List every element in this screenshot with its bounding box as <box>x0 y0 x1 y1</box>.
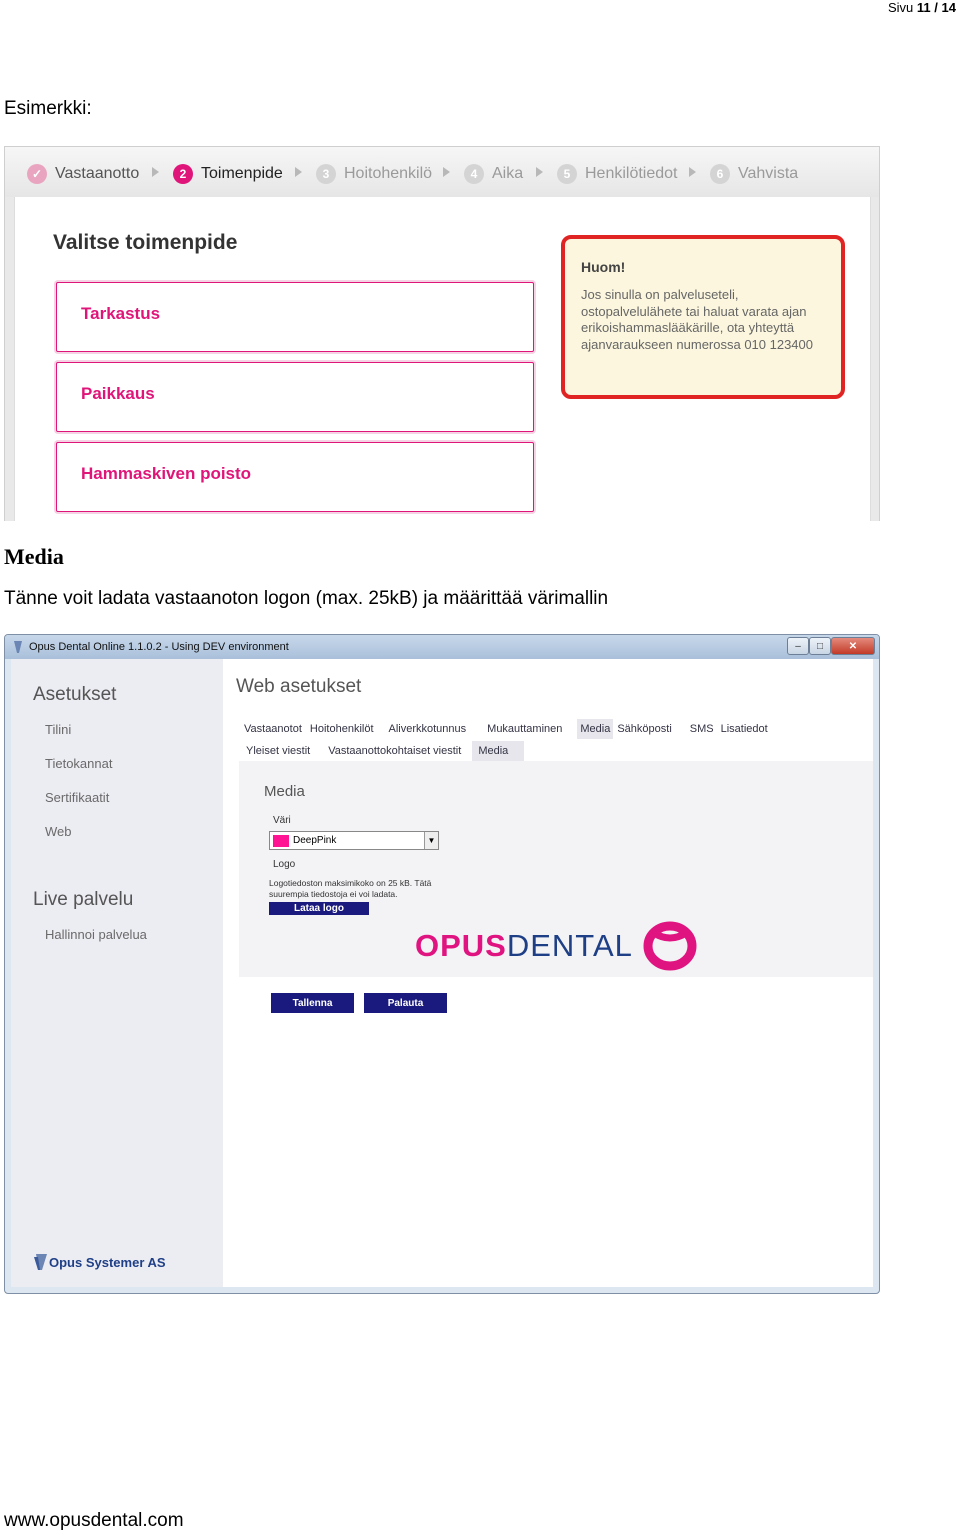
arrow-right-icon <box>152 167 159 177</box>
company-name: Opus Systemer AS <box>49 1254 166 1270</box>
step-label: Vastaanotto <box>55 165 140 182</box>
color-label: Väri <box>273 815 291 826</box>
arrow-right-icon <box>443 167 450 177</box>
save-button[interactable]: Tallenna <box>271 993 354 1013</box>
sidebar <box>11 659 223 1287</box>
tabs-secondary <box>241 741 524 761</box>
step-number: 2 <box>173 164 193 184</box>
option-label: Paikkaus <box>81 384 155 403</box>
tab-clinic-messages[interactable]: Vastaanottokohtaiset viestit <box>328 745 462 757</box>
company-logo <box>33 1253 166 1271</box>
sidebar-heading-live-service: Live palvelu <box>33 889 134 910</box>
sidebar-item-account[interactable]: Tilini <box>45 722 72 737</box>
sidebar-item-manage-service[interactable]: Hallinnoi palvelua <box>45 927 147 942</box>
step-reception[interactable] <box>27 161 139 187</box>
option-label: Hammaskiven poisto <box>81 464 252 483</box>
chevron-down-icon[interactable]: ▼ <box>424 832 438 849</box>
panel-title: Valitse toimenpide <box>53 231 238 254</box>
step-label: Toimenpide <box>201 165 283 182</box>
sidebar-heading-settings: Asetukset <box>33 684 117 705</box>
step-time[interactable] <box>464 161 523 187</box>
page-label: Sivu <box>887 0 914 15</box>
step-number: 4 <box>464 164 484 184</box>
notice-body: Jos sinulla on palveluseteli, ostopalvelulähete tai haluat varata ajan erikoishammaslääkärille, ota yhteyttä ajanvaraukseen numerossa 010 123400 <box>581 287 814 352</box>
media-description: Tänne voit ladata vastaanoton logon (max. 25kB) ja määrittää värimallin <box>4 588 609 609</box>
step-confirm[interactable] <box>710 161 798 187</box>
tab-email[interactable]: Sähköposti <box>617 723 672 735</box>
page-number <box>888 0 956 15</box>
company-logo-icon <box>33 1253 49 1271</box>
sidebar-item-web[interactable]: Web <box>45 824 72 839</box>
upload-logo-button[interactable]: Lataa logo <box>269 902 369 915</box>
tab-media[interactable]: Media <box>577 719 613 739</box>
step-procedure[interactable] <box>173 161 283 187</box>
arrow-right-icon <box>295 167 302 177</box>
sidebar-item-certificates[interactable]: Sertifikaatit <box>45 790 110 805</box>
title-bar <box>5 635 879 659</box>
tab-general-messages[interactable]: Yleiset viestit <box>246 745 311 757</box>
reset-button[interactable]: Palauta <box>364 993 447 1013</box>
booking-steps <box>5 147 879 197</box>
color-select[interactable] <box>269 831 439 850</box>
example-label: Esimerkki: <box>4 98 92 119</box>
close-button[interactable]: ✕ <box>831 637 875 655</box>
window-title: Opus Dental Online 1.1.0.2 - Using DEV environment <box>29 641 289 653</box>
step-number: 6 <box>710 164 730 184</box>
option-filling[interactable] <box>56 362 534 432</box>
check-icon: ✓ <box>27 164 47 184</box>
media-settings <box>239 761 873 977</box>
booking-screenshot <box>4 146 880 521</box>
media-heading: Media <box>4 544 64 569</box>
logo-text-dental: DENTAL <box>506 928 633 963</box>
sidebar-item-databases[interactable]: Tietokannat <box>45 756 113 771</box>
tab-sms[interactable]: SMS <box>689 723 714 735</box>
app-window <box>4 634 880 1294</box>
footer-url[interactable]: www.opusdental.com <box>4 1510 184 1531</box>
logo-mouth-icon <box>641 919 699 973</box>
notice-title: Huom! <box>581 259 626 275</box>
step-number: 3 <box>316 164 336 184</box>
option-label: Tarkastus <box>81 304 161 323</box>
minimize-button[interactable]: – <box>787 637 809 655</box>
option-tartar-removal[interactable] <box>56 442 534 512</box>
tab-additional-info[interactable]: Lisatiedot <box>720 723 768 735</box>
tabs-primary <box>241 719 771 739</box>
app-logo-icon <box>12 640 24 654</box>
color-value: DeepPink <box>293 835 337 846</box>
option-checkup[interactable] <box>56 282 534 352</box>
main-title: Web asetukset <box>236 676 362 697</box>
color-swatch <box>273 835 289 847</box>
opus-dental-logo <box>415 919 699 973</box>
page-total: 14 <box>941 0 956 15</box>
step-label: Aika <box>492 165 524 182</box>
step-personal-info[interactable] <box>557 161 678 187</box>
notice-box <box>561 235 845 399</box>
procedure-panel <box>14 197 871 521</box>
step-label: Hoitohenkilö <box>344 165 433 182</box>
page-current: 11 <box>916 0 931 15</box>
tab-media-secondary[interactable]: Media <box>472 741 524 761</box>
logo-wordmark <box>415 928 633 964</box>
tab-staff[interactable]: Hoitohenkilöt <box>309 723 374 735</box>
step-staff[interactable] <box>316 161 432 187</box>
tab-customization[interactable]: Mukauttaminen <box>487 723 563 735</box>
arrow-right-icon <box>689 167 696 177</box>
logo-label: Logo <box>273 859 296 870</box>
tab-clinics[interactable]: Vastaanotot <box>244 723 302 735</box>
arrow-right-icon <box>536 167 543 177</box>
section-title: Media <box>264 783 305 800</box>
page-separator: / <box>934 0 938 15</box>
tab-subdomain[interactable]: Aliverkkotunnus <box>388 723 467 735</box>
step-label: Vahvista <box>738 165 799 182</box>
logo-text-opus: OPUS <box>415 928 507 963</box>
maximize-button[interactable]: □ <box>809 637 831 655</box>
logo-hint: Logotiedoston maksimikoko on 25 kB. Tätä suurempia tiedostoja ei voi ladata. <box>269 878 432 899</box>
app-client-area <box>11 659 873 1287</box>
step-number: 5 <box>557 164 577 184</box>
step-label: Henkilötiedot <box>585 165 678 182</box>
